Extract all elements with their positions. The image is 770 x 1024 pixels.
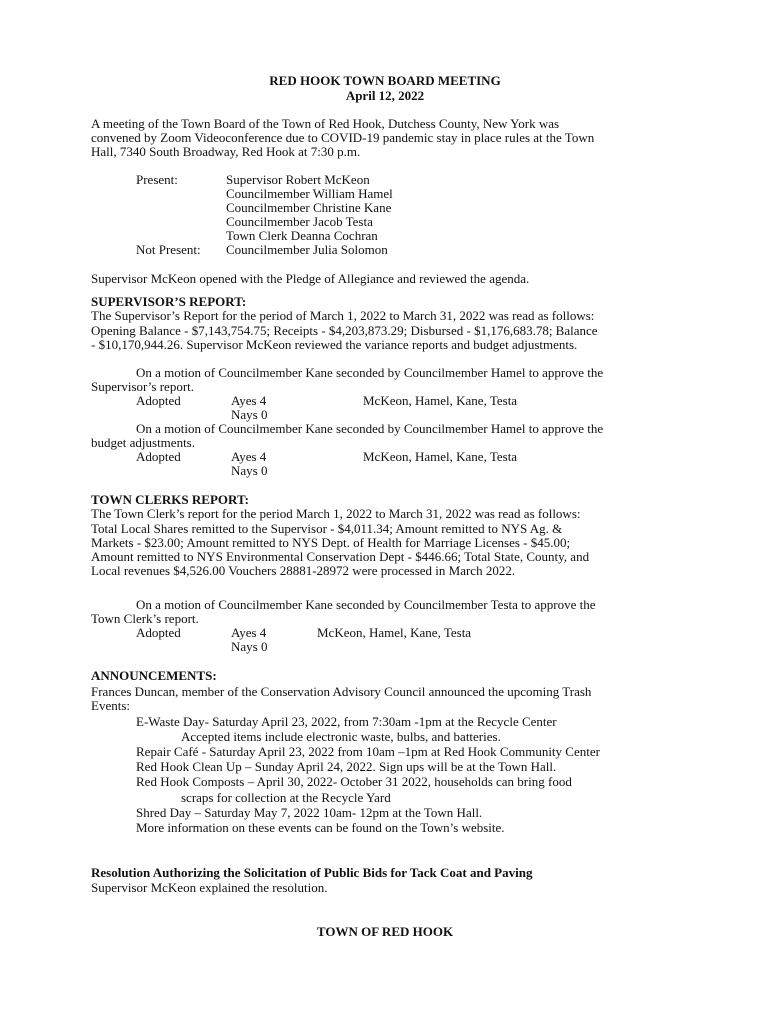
announcement-intro: Events: xyxy=(91,698,130,713)
motion-line: On a motion of Councilmember Kane seconded by Councilmember Hamel to approve the xyxy=(136,421,604,436)
report-line: Markets - $23.00; Amount remitted to NYS Dept. of Health for Marriage Licenses - $45.00; xyxy=(91,535,571,550)
vote-ayes: Ayes 4 xyxy=(231,449,267,464)
resolution-heading: Resolution Authorizing the Solicitation of Public Bids for Tack Coat and Paving xyxy=(91,865,533,880)
attendee: Councilmember William Hamel xyxy=(226,186,393,201)
vote-names: McKeon, Hamel, Kane, Testa xyxy=(363,449,518,464)
report-line: The Supervisor’s Report for the period of March 1, 2022 to March 31, 2022 was read as follows: xyxy=(91,308,595,323)
event-item: Accepted items include electronic waste, bulbs, and batteries. xyxy=(181,729,501,744)
vote-nays: Nays 0 xyxy=(231,639,268,654)
vote-ayes: Ayes 4 xyxy=(231,625,267,640)
announcements-heading: ANNOUNCEMENTS: xyxy=(91,668,217,683)
attendee: Councilmember Christine Kane xyxy=(226,200,392,215)
report-line: Local revenues $4,526.00 Vouchers 28881-28972 were processed in March 2022. xyxy=(91,563,516,578)
absentee: Councilmember Julia Solomon xyxy=(226,242,388,257)
present-label: Present: xyxy=(136,172,178,187)
supervisor-report-heading: SUPERVISOR’S REPORT: xyxy=(91,294,247,309)
motion-line: On a motion of Councilmember Kane seconded by Councilmember Hamel to approve the xyxy=(136,365,604,380)
announcement-intro: Frances Duncan, member of the Conservation Advisory Council announced the upcoming Trash xyxy=(91,684,592,699)
clerk-report-heading: TOWN CLERKS REPORT: xyxy=(91,492,249,507)
report-line: - $10,170,944.26. Supervisor McKeon reviewed the variance reports and budget adjustments. xyxy=(91,337,578,352)
event-item: Red Hook Clean Up – Sunday April 24, 2022. Sign ups will be at the Town Hall. xyxy=(136,759,557,774)
vote-ayes: Ayes 4 xyxy=(231,393,267,408)
motion-line: On a motion of Councilmember Kane seconded by Councilmember Testa to approve the xyxy=(136,597,596,612)
event-item: Shred Day – Saturday May 7, 2022 10am- 12pm at the Town Hall. xyxy=(136,805,483,820)
motion-line: Town Clerk’s report. xyxy=(91,611,199,626)
intro-line: convened by Zoom Videoconference due to COVID-19 pandemic stay in place rules at the Town xyxy=(91,130,595,145)
report-line: Amount remitted to NYS Environmental Conservation Dept - $446.66; Total State, County, and xyxy=(91,549,590,564)
report-line: Opening Balance - $7,143,754.75; Receipts - $4,203,873.29; Disbursed - $1,176,683.78; Balance xyxy=(91,323,598,338)
vote-result: Adopted xyxy=(136,393,181,408)
document-title: RED HOOK TOWN BOARD MEETING xyxy=(269,73,501,88)
event-item: More information on these events can be found on the Town’s website. xyxy=(136,820,505,835)
vote-names: McKeon, Hamel, Kane, Testa xyxy=(317,625,472,640)
event-item: scraps for collection at the Recycle Yard xyxy=(181,790,391,805)
resolution-text: Supervisor McKeon explained the resolution. xyxy=(91,880,328,895)
town-heading: TOWN OF RED HOOK xyxy=(316,924,454,939)
event-item: Red Hook Composts – April 30, 2022- October 31 2022, households can bring food xyxy=(136,774,572,789)
vote-result: Adopted xyxy=(136,625,181,640)
vote-nays: Nays 0 xyxy=(231,407,268,422)
document-date: April 12, 2022 xyxy=(345,88,425,103)
attendee: Supervisor Robert McKeon xyxy=(226,172,370,187)
intro-line: A meeting of the Town Board of the Town of Red Hook, Dutchess County, New York was xyxy=(91,116,560,131)
not-present-label: Not Present: xyxy=(136,242,201,257)
report-line: The Town Clerk’s report for the period March 1, 2022 to March 31, 2022 was read as follows: xyxy=(91,506,581,521)
intro-line: Hall, 7340 South Broadway, Red Hook at 7:30 p.m. xyxy=(91,144,361,159)
event-item: Repair Café - Saturday April 23, 2022 from 10am –1pm at Red Hook Community Center xyxy=(136,744,600,759)
attendee: Town Clerk Deanna Cochran xyxy=(226,228,378,243)
vote-names: McKeon, Hamel, Kane, Testa xyxy=(363,393,518,408)
event-item: E-Waste Day- Saturday April 23, 2022, from 7:30am -1pm at the Recycle Center xyxy=(136,714,557,729)
report-line: Total Local Shares remitted to the Supervisor - $4,011.34; Amount remitted to NYS Ag. & xyxy=(91,521,563,536)
motion-line: Supervisor’s report. xyxy=(91,379,195,394)
vote-result: Adopted xyxy=(136,449,181,464)
opening-paragraph: Supervisor McKeon opened with the Pledge of Allegiance and reviewed the agenda. xyxy=(91,271,530,286)
motion-line: budget adjustments. xyxy=(91,435,195,450)
attendee: Councilmember Jacob Testa xyxy=(226,214,373,229)
vote-nays: Nays 0 xyxy=(231,463,268,478)
